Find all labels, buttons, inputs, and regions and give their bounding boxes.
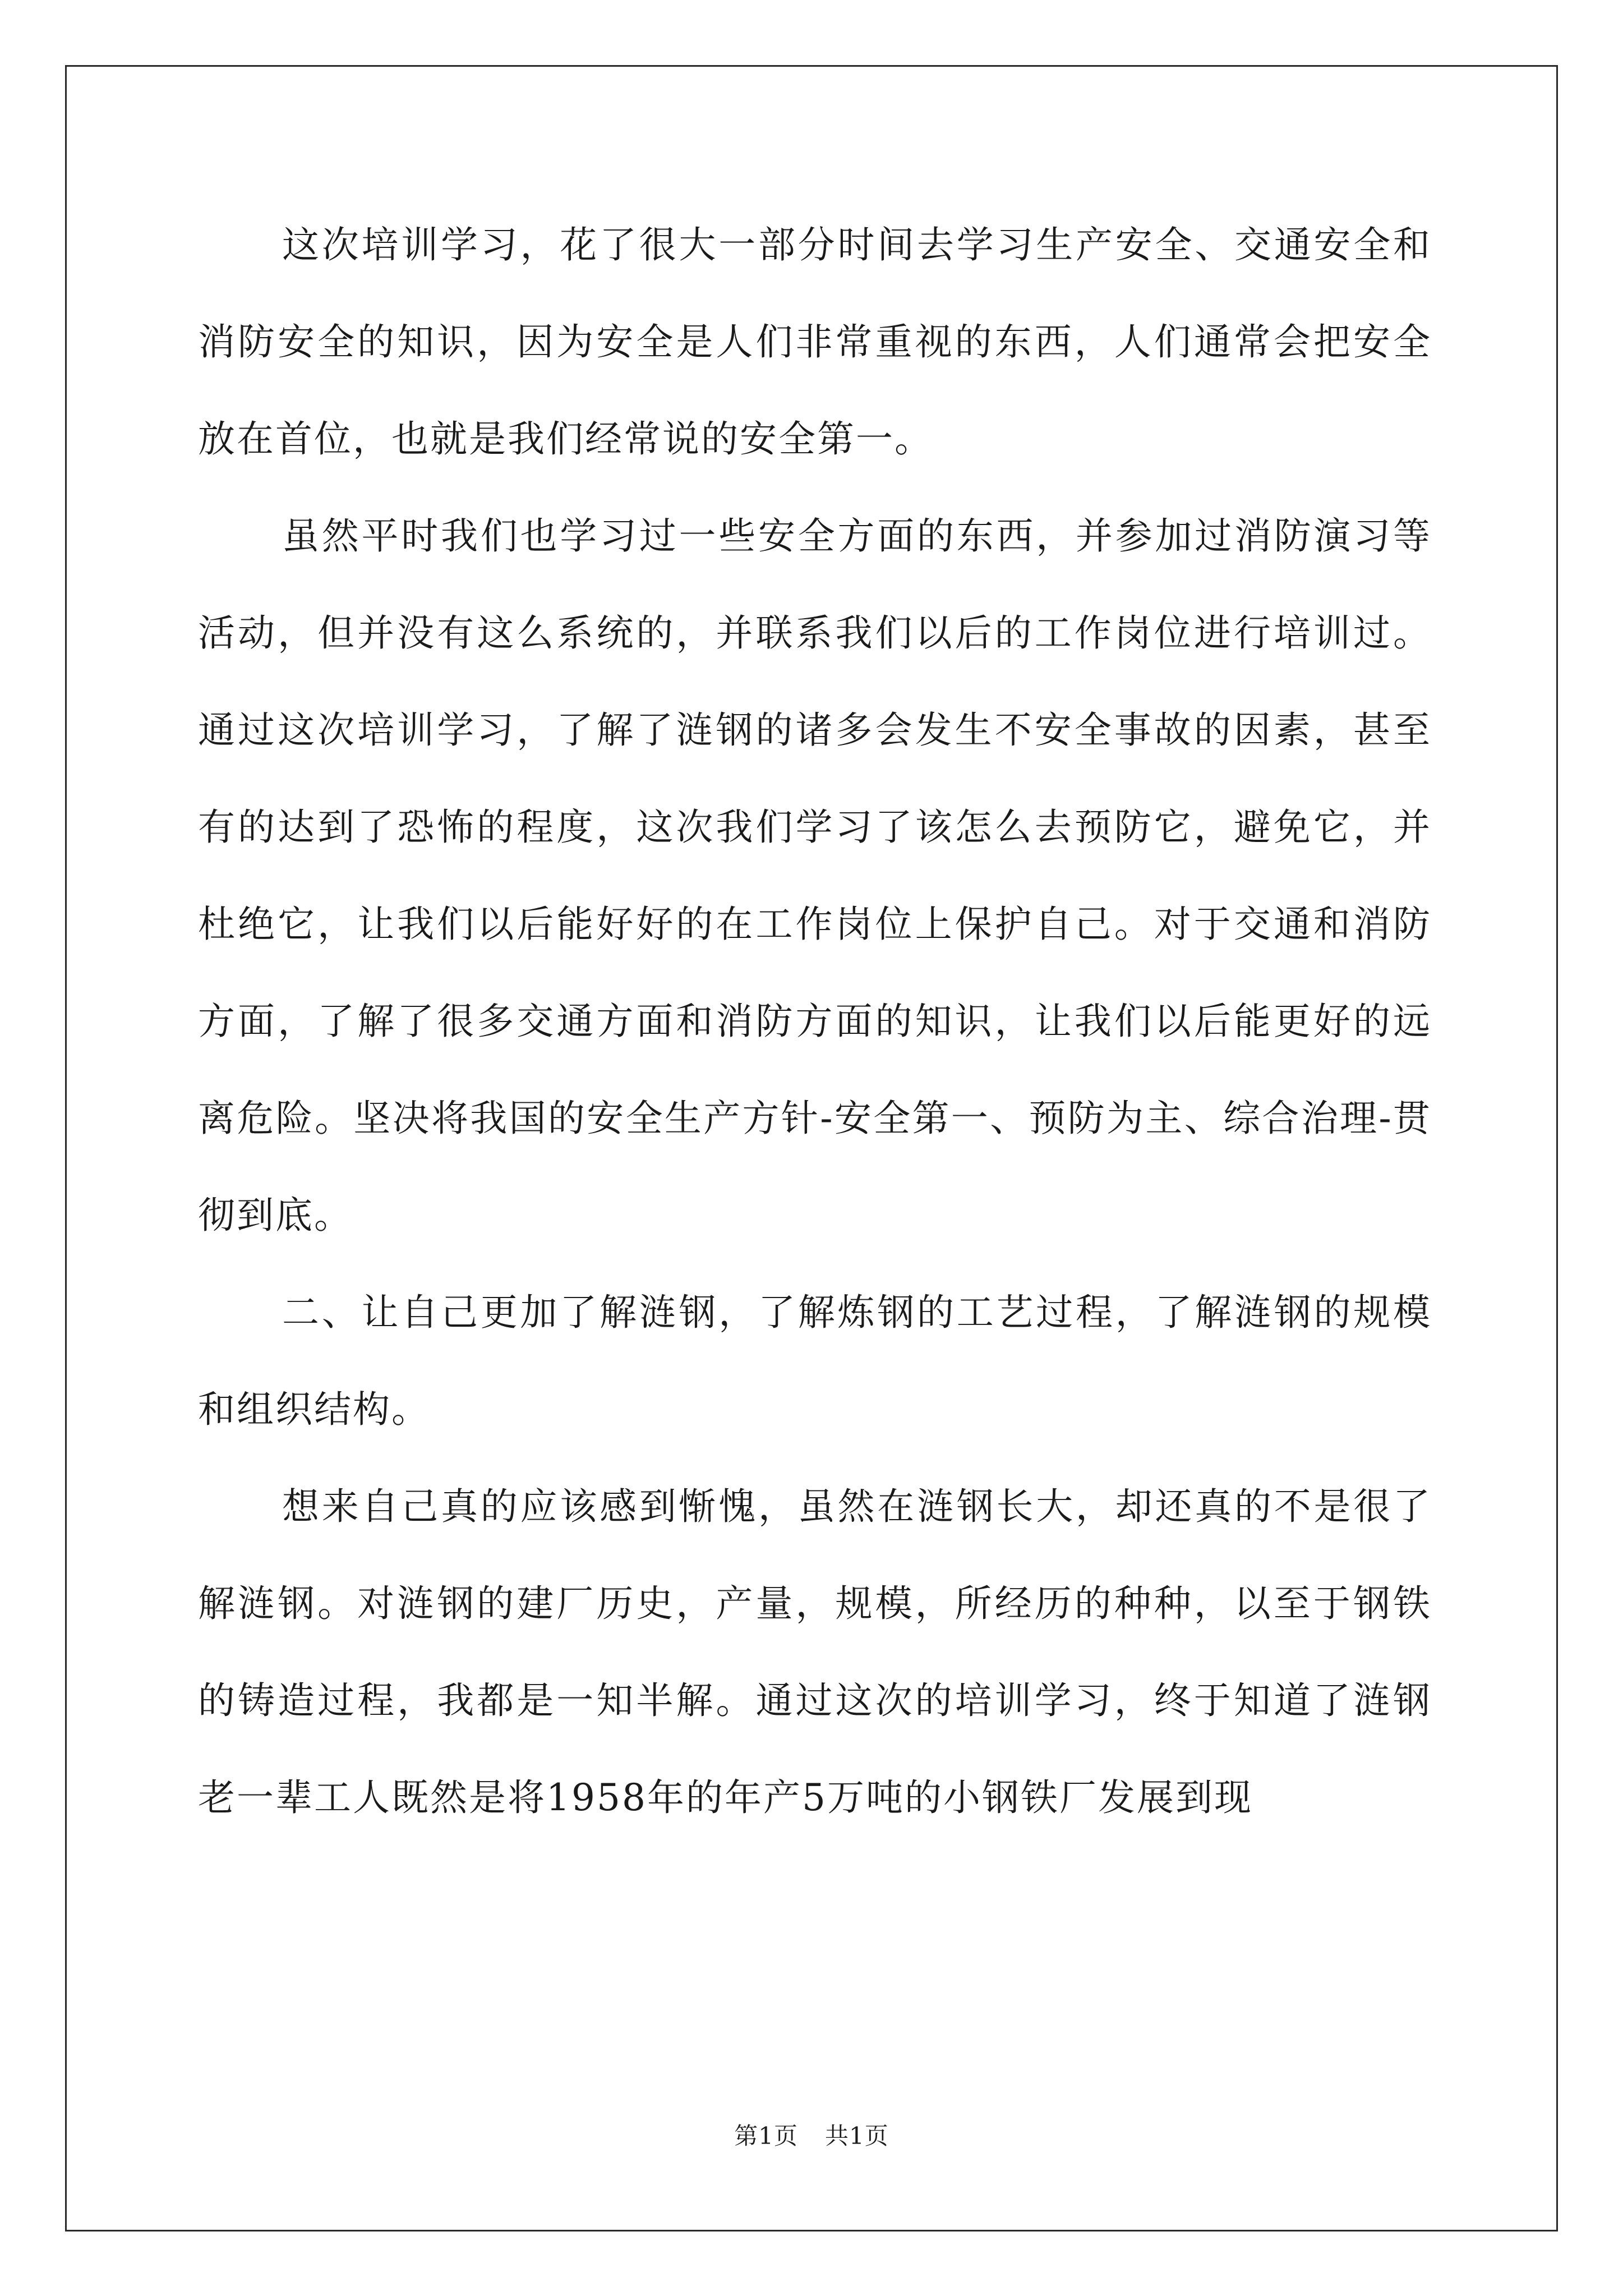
paragraph-safety-training: 这次培训学习，花了很大一部分时间去学习生产安全、交通安全和消防安全的知识，因为安全是人们非常重视的东西，人们通常会把安全放在首位，也就是我们经常说的安全第一。 bbox=[198, 223, 1432, 461]
document-body bbox=[198, 196, 1432, 1846]
page-count: 共1页 bbox=[825, 2122, 889, 2150]
paragraph-section-two-heading: 二、让自己更加了解涟钢，了解炼钢的工艺过程，了解涟钢的规模和组织结构。 bbox=[198, 1291, 1432, 1431]
page-number: 第1页 bbox=[734, 2122, 798, 2150]
paragraph-lianggang-history: 想来自己真的应该感到惭愧，虽然在涟钢长大，却还真的不是很了解涟钢。对涟钢的建厂历史，产量，规模，所经历的种种，以至于钢铁的铸造过程，我都是一知半解。通过这次的培训学习，终于知道了涟钢老一辈工人既然是将1958年的年产5万吨的小钢铁厂发展到现 bbox=[198, 1485, 1432, 1819]
paragraph-safety-knowledge: 虽然平时我们也学习过一些安全方面的东西，并参加过消防演习等活动，但并没有这么系统的，并联系我们以后的工作岗位进行培训过。通过这次培训学习，了解了涟钢的诸多会发生不安全事故的因素，甚至有的达到了恐怖的程度，这次我们学习了该怎么去预防它，避免它，并杜绝它，让我们以后能好好的在工作岗位上保护自己。对于交通和消防方面，了解了很多交通方面和消防方面的知识，让我们以后能更好的远离危险。坚决将我国的安全生产方针-安全第一、预防为主、综合治理-贯彻到底。 bbox=[198, 514, 1432, 1237]
page-footer bbox=[0, 2118, 1623, 2151]
